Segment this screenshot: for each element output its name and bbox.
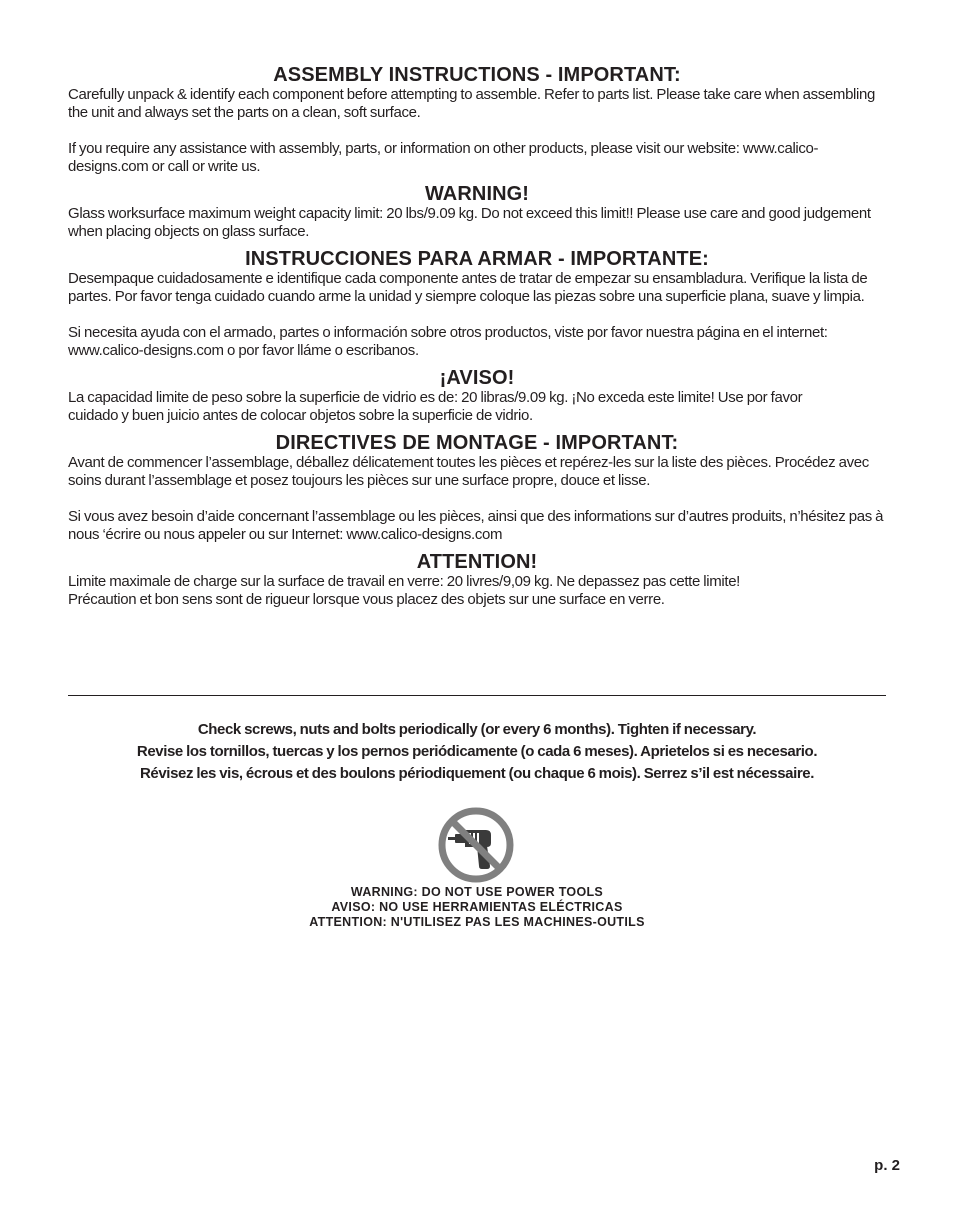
section-heading: ATTENTION!: [416, 551, 538, 573]
maintenance-fr: Révisez les vis, écrous et des boulons périodiquement (ou chaque 6 mois). Serrez s’il est nécessaire.: [139, 765, 815, 782]
instructions-body: [68, 64, 886, 609]
section-heading: DIRECTIVES DE MONTAGE - IMPORTANT:: [275, 432, 679, 454]
section-paragraph: La capacidad limite de peso sobre la superficie de vidrio es de: 20 libras/9.09 kg. ¡No exceda este limite! Use por favor cuidado y buen juicio antes de colocar objetos sobre la superficie de vidrio.: [68, 389, 803, 424]
section-heading: WARNING!: [424, 183, 530, 205]
warning-section-en: [68, 183, 886, 241]
page-number: p. 2: [874, 1157, 900, 1174]
power-tools-es: AVISO: NO USE HERRAMIENTAS ELÉCTRICAS: [331, 900, 623, 914]
section-heading: ASSEMBLY INSTRUCTIONS - IMPORTANT:: [273, 64, 681, 86]
section-paragraph: Carefully unpack & identify each component before attempting to assemble. Refer to parts list. Please take care when assembling the unit and always set the parts on a clean, soft surface.: [68, 86, 876, 121]
maintenance-es: Revise los tornillos, tuercas y los pernos periódicamente (o cada 6 meses). Aprietelos si es necesario.: [136, 743, 818, 760]
assembly-section-en: [68, 64, 886, 176]
power-tools-warning: [0, 885, 954, 930]
assembly-section-fr: [68, 432, 886, 544]
section-paragraph: Si necesita ayuda con el armado, partes o información sobre otros productos, viste por favor nuestra página en el internet: www.calico-designs.com o por favor lláme o escribanos.: [68, 324, 828, 359]
section-paragraph: Glass worksurface maximum weight capacity limit: 20 lbs/9.09 kg. Do not exceed this limit!! Please use care and good judgement when placing objects on glass surface.: [68, 205, 871, 240]
assembly-section-es: [68, 248, 886, 360]
warning-section-es: [68, 367, 886, 425]
power-tools-fr: ATTENTION: N'UTILISEZ PAS LES MACHINES-OUTILS: [309, 915, 645, 929]
section-paragraph: Avant de commencer l’assemblage, déballez délicatement toutes les pièces et repérez-les sur la liste des pièces. Procédez avec soins durant l’assemblage et posez toujours les pièces sur une surface propre, douce et lisse.: [68, 454, 869, 489]
maintenance-en: Check screws, nuts and bolts periodically (or every 6 months). Tighten if necessary.: [197, 721, 757, 738]
section-paragraph: Limite maximale de charge sur la surface de travail en verre: 20 livres/9,09 kg. Ne depassez pas cette limite! Précaution et bon sens sont de rigueur lorsque vous placez des objets sur une surface en verre.: [68, 573, 741, 608]
maintenance-notice: [0, 719, 954, 785]
section-paragraph: Si vous avez besoin d’aide concernant l’assemblage ou les pièces, ainsi que des informations sur d’autres produits, n’hésitez pas à nous ‘écrire ou nous appeler ou sur Internet: www.calico-designs.com: [68, 508, 884, 543]
divider: [68, 695, 886, 696]
warning-section-fr: [68, 551, 886, 609]
power-tools-en: WARNING: DO NOT USE POWER TOOLS: [350, 885, 604, 899]
section-paragraph: If you require any assistance with assembly, parts, or information on other products, please visit our website: www.calico-designs.com or call or write us.: [68, 140, 819, 175]
section-paragraph: Desempaque cuidadosamente e identifique cada componente antes de tratar de empezar su ensambladura. Verifique la lista de partes. Por favor tenga cuidado cuando arme la unidad y siempre coloque las piezas sobre una superficie plana, suave y limpia.: [68, 270, 868, 305]
section-heading: ¡AVISO!: [439, 367, 515, 389]
no-power-tools-icon: [437, 806, 515, 884]
section-heading: INSTRUCCIONES PARA ARMAR - IMPORTANTE:: [245, 248, 709, 270]
